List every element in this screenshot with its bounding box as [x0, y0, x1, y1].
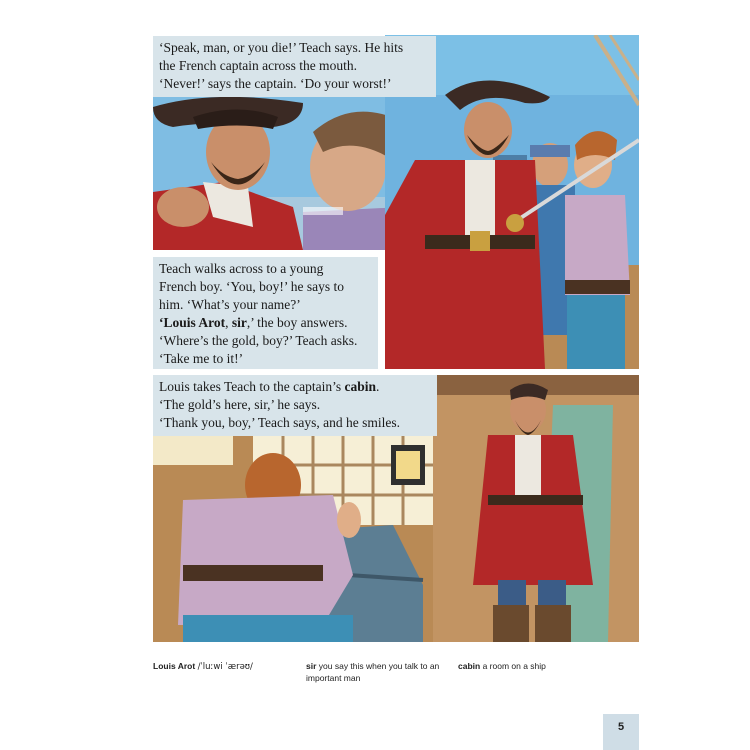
glossary-term: cabin: [458, 661, 481, 671]
caption-line: ‘Take me to it!’: [159, 351, 244, 366]
caption-line: [159, 378, 431, 396]
glossary-cabin: [458, 660, 546, 672]
caption-text: ,’ the boy answers.: [246, 315, 348, 330]
glossed-term-sir: sir: [231, 315, 247, 330]
caption-line: ‘The gold’s here, sir,’ he says.: [159, 397, 321, 412]
caption-top: [153, 36, 436, 97]
caption-text: ,: [225, 315, 232, 330]
caption-line: ‘Never!’ says the captain. ‘Do your worst!’: [159, 76, 392, 91]
caption-bottom: [153, 375, 437, 436]
caption-line: ‘Speak, man, or you die!’ Teach says. He hits: [159, 40, 404, 55]
caption-text: Louis takes Teach to the captain’s: [159, 379, 345, 394]
caption-line: French boy. ‘You, boy!’ he says to: [159, 279, 344, 294]
caption-line: the French captain across the mouth.: [159, 58, 357, 73]
caption-line: Teach walks across to a young: [159, 261, 324, 276]
glossed-term-louis-arot: ‘Louis Arot: [159, 315, 226, 330]
glossary-definition: /ˈluːwi ˈærəʊ/: [197, 662, 253, 672]
caption-line: ‘Thank you, boy,’ Teach says, and he smiles.: [159, 415, 400, 430]
glossary-definition: you say this when you talk to an: [318, 661, 440, 671]
caption-middle: [153, 257, 378, 369]
caption-line: ‘Where’s the gold, boy?’ Teach asks.: [159, 333, 358, 348]
glossary-term: Louis Arot: [153, 661, 196, 671]
glossary-term: sir: [306, 661, 317, 671]
page-number: 5: [603, 714, 639, 750]
glossary-louis-arot: [153, 660, 253, 673]
caption-text: .: [376, 379, 380, 394]
glossary-definition: a room on a ship: [482, 661, 546, 671]
caption-line: him. ‘What’s your name?’: [159, 297, 301, 312]
glossed-term-cabin: cabin: [344, 379, 377, 394]
glossary-definition: important man: [306, 673, 361, 683]
caption-line: [159, 314, 372, 332]
glossary-sir: [306, 660, 439, 684]
